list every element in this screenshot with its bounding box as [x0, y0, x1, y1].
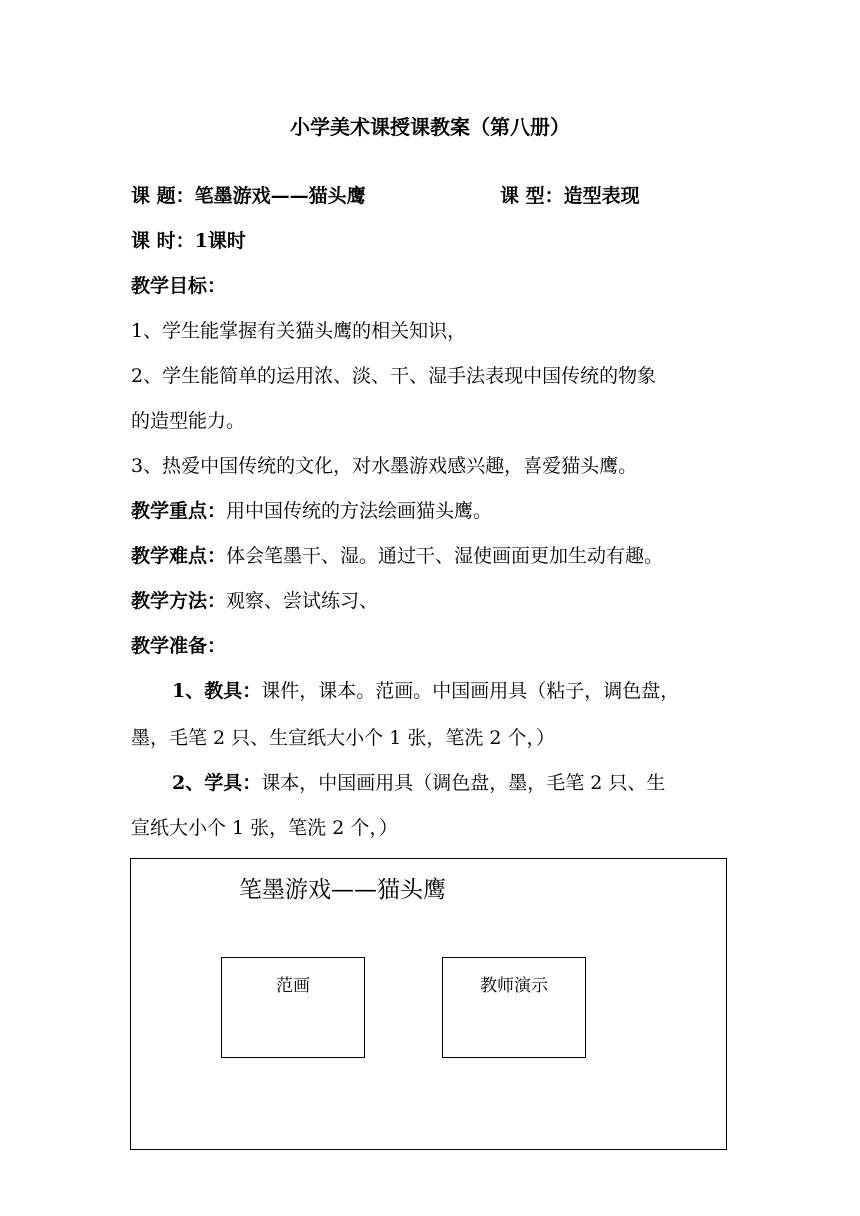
teacher-tools-text: 课件，课本。范画。中国画用具（粘子，调色盘，	[261, 680, 680, 702]
panel-sample-painting	[221, 957, 365, 1058]
type-label: 课 型：	[500, 185, 564, 207]
student-tools-line	[172, 770, 665, 796]
student-tools-text: 课本，中国画用具（调色盘，墨，毛笔 2 只、生	[261, 772, 666, 794]
hours-label: 课 时：	[131, 230, 195, 252]
hours-line	[131, 228, 246, 254]
key-point-line	[131, 498, 492, 524]
difficulty-line	[131, 543, 663, 569]
method-value: 观察、尝试练习、	[226, 590, 379, 612]
board-design-frame	[130, 858, 727, 1150]
type-value: 造型表现	[563, 185, 640, 207]
page-title: 小学美术课授课教案（第八册）	[290, 115, 570, 139]
method-label: 教学方法：	[131, 590, 227, 612]
key-point-value: 用中国传统的方法绘画猫头鹰。	[226, 500, 493, 522]
topic-label: 课 题：	[131, 185, 195, 207]
key-point-label: 教学重点：	[131, 500, 227, 522]
panel-label: 教师演示	[480, 976, 548, 996]
panel-teacher-demo	[442, 957, 586, 1058]
objective-item: 1、学生能掌握有关猫头鹰的相关知识，	[131, 320, 467, 342]
topic-line	[131, 183, 366, 209]
objective-item: 的造型能力。	[131, 410, 246, 432]
objectives-heading: 教学目标：	[131, 275, 227, 297]
teacher-tools-label: 1、教具：	[172, 680, 262, 702]
student-tools-label: 2、学具：	[172, 772, 262, 794]
panel-label: 范画	[276, 976, 310, 996]
prep-heading: 教学准备：	[131, 635, 227, 657]
type-line	[500, 183, 640, 209]
topic-value: 笔墨游戏——猫头鹰	[194, 185, 366, 207]
difficulty-value: 体会笔墨干、湿。通过干、湿使画面更加生动有趣。	[226, 545, 664, 567]
board-title: 笔墨游戏——猫头鹰	[239, 877, 446, 903]
objective-item: 3、热爱中国传统的文化，对水墨游戏感兴趣，喜爱猫头鹰。	[131, 455, 638, 477]
method-line	[131, 588, 378, 614]
teacher-tools-line	[172, 678, 679, 704]
hours-value: 1课时	[194, 230, 246, 252]
objective-item: 2、学生能简单的运用浓、淡、干、湿手法表现中国传统的物象	[131, 365, 657, 387]
difficulty-label: 教学难点：	[131, 545, 227, 567]
student-tools-continuation: 宣纸大小个 1 张，笔洗 2 个，）	[131, 817, 398, 839]
teacher-tools-continuation: 墨，毛笔 2 只、生宣纸大小个 1 张，笔洗 2 个，）	[131, 727, 556, 749]
